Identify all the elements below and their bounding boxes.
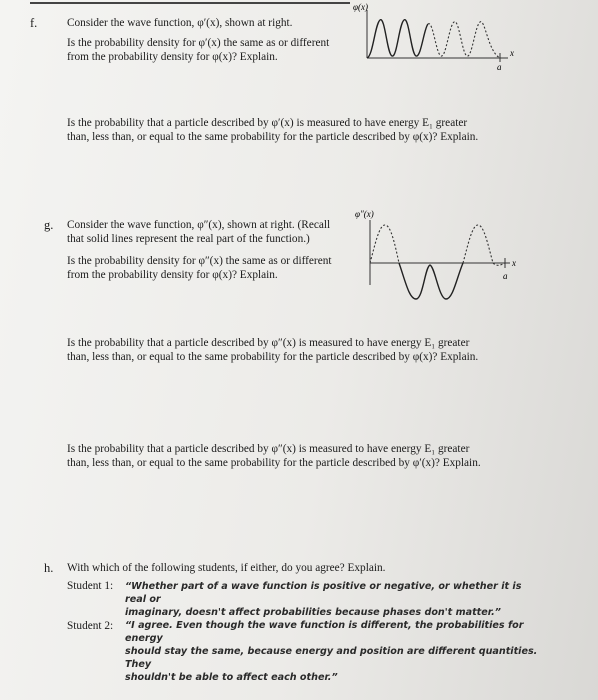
part-f-q2-line1: Is the probability that a particle described by φ′(x) is measured to have energy E₁ greater bbox=[67, 117, 468, 129]
part-g-graph-x-label: x bbox=[512, 258, 516, 268]
part-f-wave-solid bbox=[367, 20, 428, 58]
part-f-q1-line1: Is the probability density for φ′(x) the same as or different bbox=[67, 37, 330, 49]
student-1-line1: “Whether part of a wave function is positive or negative, or whether it is real or bbox=[125, 581, 522, 605]
part-g-intro bbox=[67, 218, 367, 246]
part-f-graph-x-label: x bbox=[510, 48, 514, 58]
part-f-intro: Consider the wave function, φ′(x), shown at right. bbox=[67, 17, 293, 29]
part-g-graph-y-label: φ″(x) bbox=[355, 209, 374, 219]
student-2-line1: “I agree. Even though the wave function is different, the probabilities for energy bbox=[125, 620, 524, 644]
part-f-q1-line2: from the probability density for φ(x)? Explain. bbox=[67, 51, 278, 63]
part-g-question-3 bbox=[67, 442, 587, 470]
part-g-q3-line1: Is the probability that a particle described by φ″(x) is measured to have energy E₁ greater bbox=[67, 443, 470, 455]
part-g-q1-line2: from the probability density for φ(x)? Explain. bbox=[67, 269, 278, 281]
student-1-label: Student 1: bbox=[67, 580, 114, 592]
part-f-graph-y-label: φ(x) bbox=[353, 2, 368, 12]
part-g-question-2 bbox=[67, 336, 587, 364]
part-f-question-1 bbox=[67, 36, 367, 64]
part-g-q3-line2: than, less than, or equal to the same probability for the particle described by φ′(x)? Explain. bbox=[67, 457, 481, 469]
student-2-line3: shouldn't be able to affect each other.” bbox=[125, 672, 338, 683]
part-g-q2-line1: Is the probability that a particle described by φ″(x) is measured to have energy E₁ greater bbox=[67, 337, 470, 349]
part-g-graph-a-label: a bbox=[503, 271, 508, 281]
part-g-intro-line2: that solid lines represent the real part of the function.) bbox=[67, 233, 310, 245]
part-f-graph-a-label: a bbox=[497, 62, 502, 72]
part-g-q1-line1: Is the probability density for φ″(x) the same as or different bbox=[67, 255, 332, 267]
part-g-wavefunction-graph bbox=[355, 205, 525, 315]
part-g-question-1 bbox=[67, 254, 367, 282]
part-g-wave-dashed-right bbox=[463, 225, 505, 265]
part-g-q2-line2: than, less than, or equal to the same probability for the particle described by φ(x)? Explain. bbox=[67, 351, 479, 363]
student-2-label: Student 2: bbox=[67, 620, 114, 632]
part-h-letter: h. bbox=[44, 561, 54, 575]
part-h-question: With which of the following students, if either, do you agree? Explain. bbox=[67, 562, 386, 574]
part-f-letter: f. bbox=[30, 16, 38, 30]
student-2-statement bbox=[125, 619, 545, 684]
part-g-wave-dashed-left bbox=[370, 225, 399, 263]
part-f-question-2 bbox=[67, 116, 567, 144]
part-f-wavefunction-graph bbox=[350, 0, 525, 75]
part-g-intro-line1: Consider the wave function, φ″(x), shown at right. (Recall bbox=[67, 219, 331, 231]
student-2-line2: should stay the same, because energy and position are different quantities. They bbox=[125, 646, 538, 670]
page-top-rule bbox=[30, 2, 350, 4]
part-f-q2-line2: than, less than, or equal to the same probability for the particle described by φ(x)? Explain. bbox=[67, 131, 479, 143]
student-1-line2: imaginary, doesn't affect probabilities because phases don't matter.” bbox=[125, 607, 501, 618]
part-f-wave-dashed bbox=[428, 22, 500, 58]
part-g-wave-solid bbox=[399, 263, 463, 299]
student-1-statement bbox=[125, 580, 545, 619]
part-g-letter: g. bbox=[44, 218, 54, 232]
